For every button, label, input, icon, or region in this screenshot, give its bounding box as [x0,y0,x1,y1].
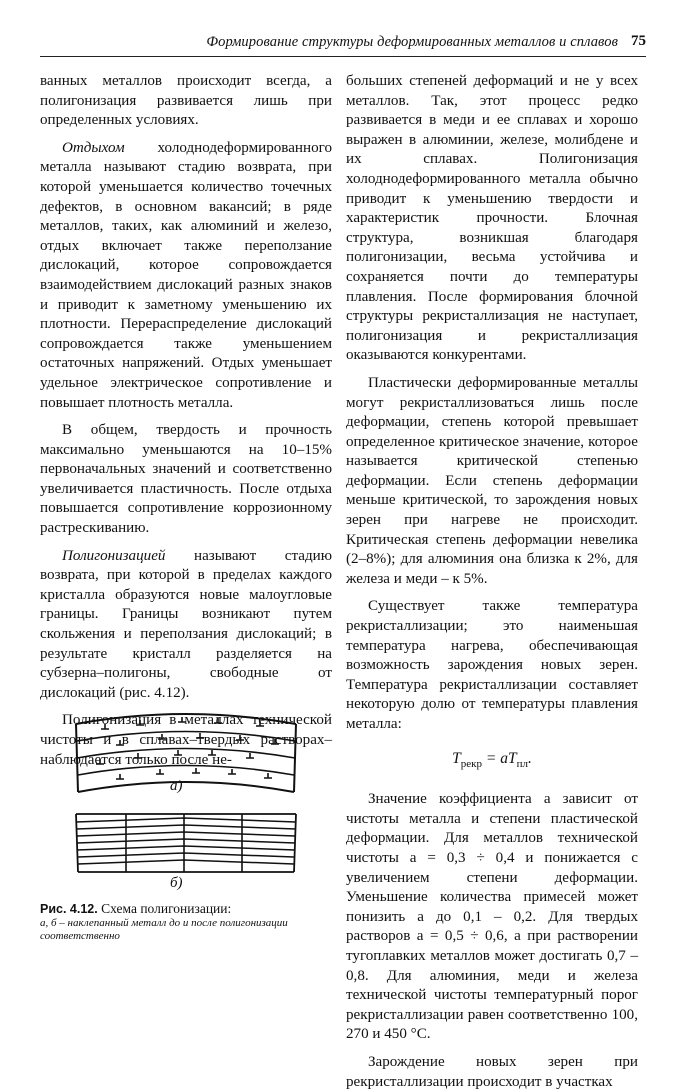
paragraph: Зарождение новых зерен при рекристаллизации происходит в участках [346,1054,638,1090]
figure-label-a: а) [170,778,183,794]
arc-band-line [77,732,295,742]
caption-number: Рис. 4.12. [40,902,98,916]
polygonization-diagram [56,712,316,897]
paragraph-poligonizatsiya: Полигонизацией называют стадию возврата, при которой в пределах каждого кристалла образуются новые малоугловые границы. Границы возникают путем скольжения и переползания дислокаций; в результате кристалл разделяется на субзерна–полигоны, свободные от дислокаций (рис. 4.12). [40,547,332,701]
running-title: Формирование структуры деформированных металлов и сплавов [206,34,618,50]
page-number: 75 [631,33,646,49]
right-column [346,72,638,1092]
paragraph: ванных металлов происходит всегда, а полигонизация развивается лишь при определенных условиях. [40,73,332,129]
paragraph: Полигонизация в металлах технической чистоты и в сплавах–твердых растворах–наблюдается только после не- [40,712,332,768]
arc-band-line [78,766,294,776]
caption-title: Схема полигонизации: [97,901,232,916]
arc-band-line [77,749,295,759]
paragraph: Значение коэффициента a зависит от чистоты металла и степени пластической деформации. Для металлов технической чистоты a = 0,3 ÷ 0,4 и понижается с увеличением степени деформации. Уменьшение количества примесей может понизить a до 0,1 – 0,2. Для твердых растворов a = 0,5 ÷ 0,6, а при растворении тугоплавких металлов может достигать 0,7 – 0,8. Для алюминия, меди и железа технической чистоты температурный порог рекристаллизации равен соответственно 100, 270 и 450 °C. [346,791,638,1043]
caption-note: а, б – наклепанный металл до и после полигонизации соответственно [40,917,288,942]
term-poligonizatsiya: Полигонизацией [62,547,166,564]
paragraph: Существует также температура рекристаллизации; это наименьшая температура нагрева, обеспечивающая возможность зарождения новых зерен. Температура рекристаллизации составляет некоторую долю от температуры плавления металла: [346,598,638,732]
left-column [40,72,332,770]
arc-band-line [78,782,294,792]
paragraph: В общем, твердость и прочность максимально уменьшаются на 10–15% первоначальных значений и соответственно увеличивается пластичность. После отдыха повышается сопротивление коррозионному растрескиванию. [40,422,332,537]
subgrain-boundaries [126,814,242,872]
formula-recrystallization: $T_{рекр} = aT_{пл}$. [452,749,532,770]
paragraph: Пластически деформированные металлы могут рекристаллизоваться лишь после деформации, степень которой превышает определенное критическое значение, которое называется критической степенью деформации. Если степень деформации меньше критической, то зарождения новых зерен при нагреве не происходит. Критическая степень деформации невелика (2–8%); для алюминия она близка к 2%, для железа и меди – к 5%. [346,374,638,587]
running-header [40,30,646,57]
paragraph-otdykh: Отдыхом холоднодеформированного металла называют стадию возврата, при которой уменьшается количество точечных дефектов, в основном вакансий; в ряде металлов, таких, как алюминий и железо, отдых включает также переползание дислокаций, которое сопровождается взаимодействием дислокаций разных знаков и приводит к заметному уменьшению их плотности. Перераспределение дислокаций сопровождается также уменьшением остаточных напряжений. Отдых уменьшает удельное электрическое сопротивление и повышает плотность металла. [40,139,332,411]
term-otdykh: Отдыхом [62,139,125,156]
figure-caption [40,901,332,943]
figure-4-12 [56,712,316,897]
paragraph: больших степеней деформаций и не у всех металлов. Так, этот процесс редко развивается в меди и ее сплавах и хорошо выражен в алюминии, железе, молибдене и их сплавах. Полигонизация холоднодеформированного металла обычно приводит к уменьшению твердости и характеристик прочности. Блочная структура, возникшая благодаря полигонизации, весьма устойчива и сохраняется почти до температуры плавления. После формирования блочной структуры рекристаллизация не наступает, полигонизация и рекристаллизация оказываются конкурентами. [346,73,638,364]
figure-label-b: б) [170,875,183,891]
